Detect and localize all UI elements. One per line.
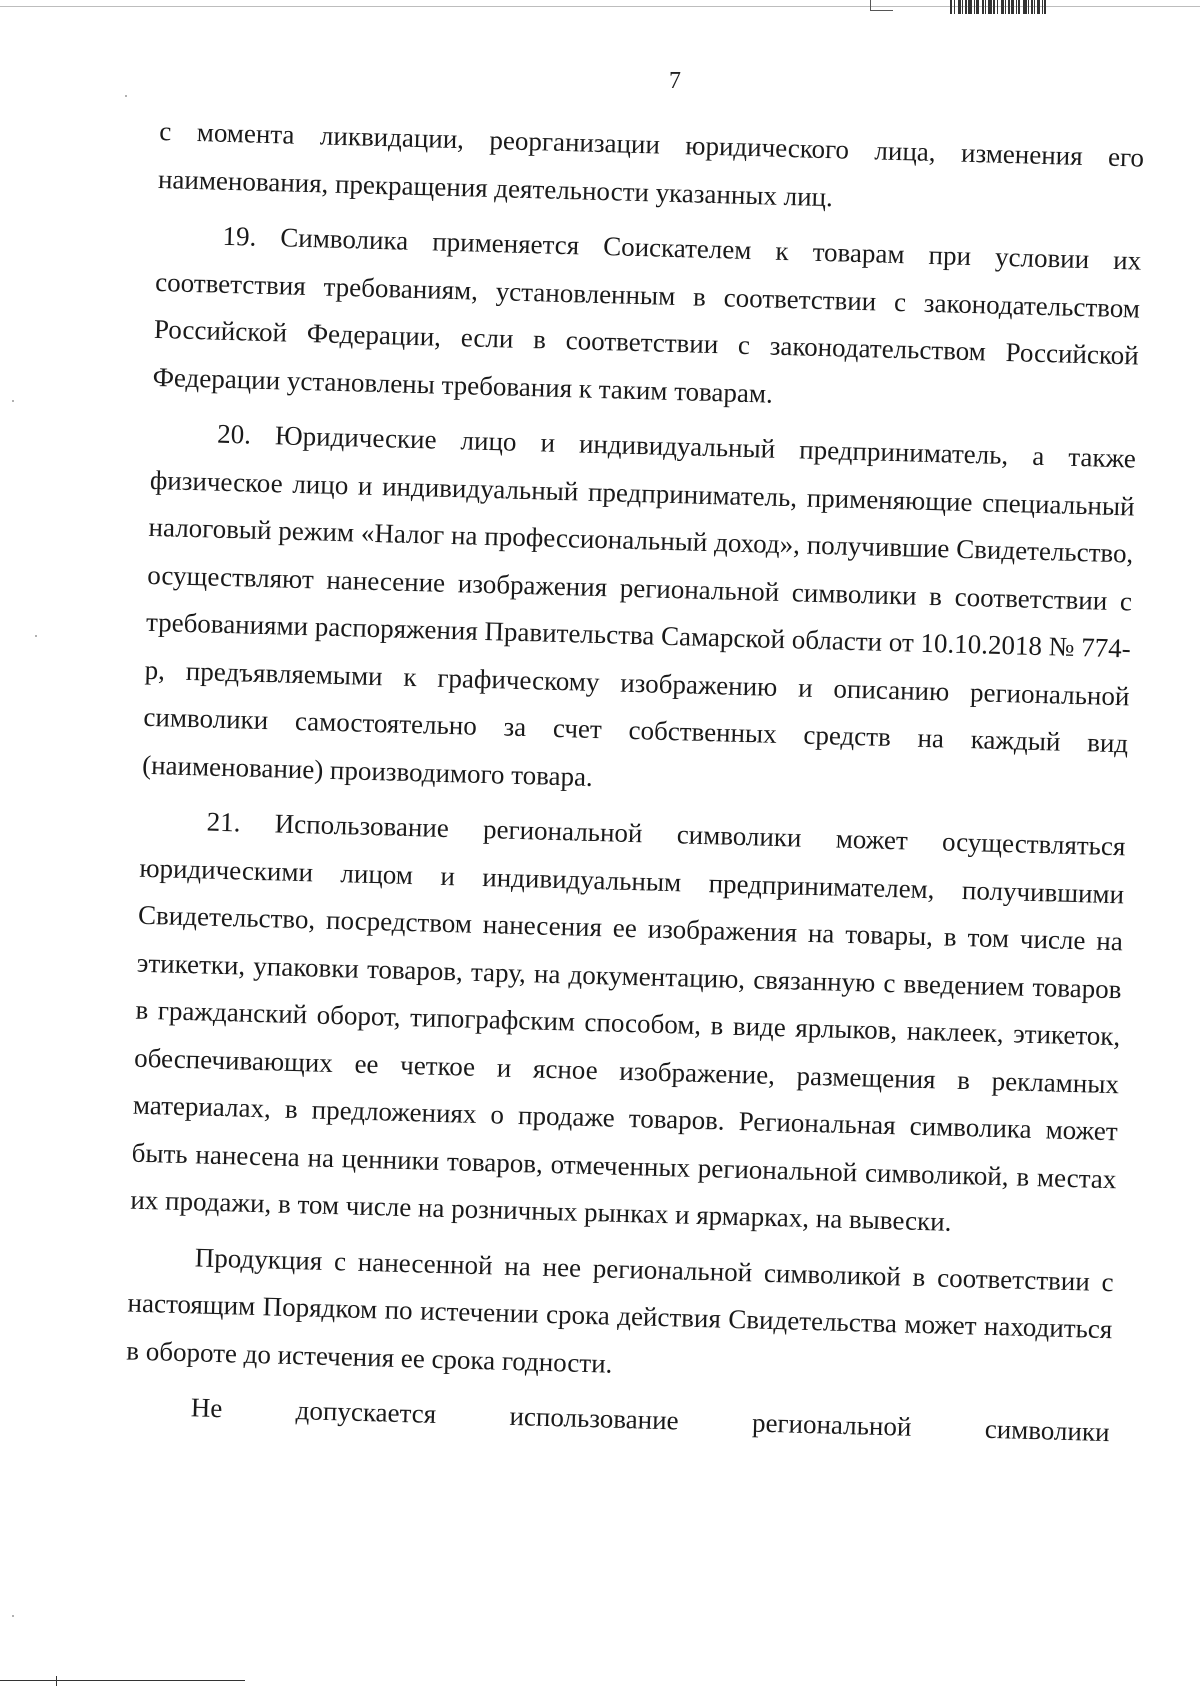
footnote-rule [0,1680,245,1681]
document-body [124,108,1145,1465]
corner-mark [870,0,893,11]
paragraph-21: 21. Использование региональной символики может осуществляться юридическими лицом и индивидуальным предпринимателем, получившими Свидетельство, посредством нанесения ее изображения на товары, в том числе на этикетки, упаковки товаров, тару, на документацию, связанную с введением товаров в гражданский оборот, типографским способом, в виде ярлыков, наклеек, этикеток, обеспечивающих ее четкое и ясное изображение, размещения в рекламных материалах, в предложениях о продаже товаров. Региональная символика может быть нанесена на ценники товаров, отмеченных региональной символикой, в местах их продажи, в том числе на розничных рынках и ярмарках, на вывески. [130,806,1126,1237]
paragraph-continuation: с момента ликвидации, реорганизации юридического лица, изменения его наименования, прекращения деятельности указанных лиц. [157,115,1145,212]
barcode-fragment [950,0,1100,16]
paragraph-not-allowed: Не допускается использование региональной символики [190,1392,1110,1448]
scan-speck [125,95,127,97]
paragraph-20: 20. Юридические лицо и индивидуальный предприниматель, а также физическое лицо и индивидуальный предприниматель, применяющие специальный налоговый режим «Налог на профессиональный доход», получившие Свидетельство, осуществляют нанесение изображения региональной символики в соответствии с требованиями распоряжения Правительства Самарской области от 10.10.2018 № 774-р, предъявляемыми к графическому изображению и описанию региональной символики самостоятельно за счет собственных средств на каждый вид (наименование) производимого товара. [141,418,1137,792]
scan-speck [12,400,14,402]
scan-speck [12,1615,14,1617]
paragraph-19: 19. Символика применяется Соискателем к товарам при условии их соответствия требованиям, установленным в соответствии с законодательством Российской Федерации, если в соответствии с законодательством Российской Федерации установлены требования к таким товарам. [152,220,1142,409]
footnote-rule-tick [56,1676,57,1686]
page-number: 7 [669,68,681,94]
paragraph-products: Продукция с нанесенной на нее региональной символикой в соответствии с настоящим Порядком по истечении срока действия Свидетельства может находиться в обороте до истечения ее срока годности. [125,1241,1115,1379]
scan-speck [35,635,37,637]
